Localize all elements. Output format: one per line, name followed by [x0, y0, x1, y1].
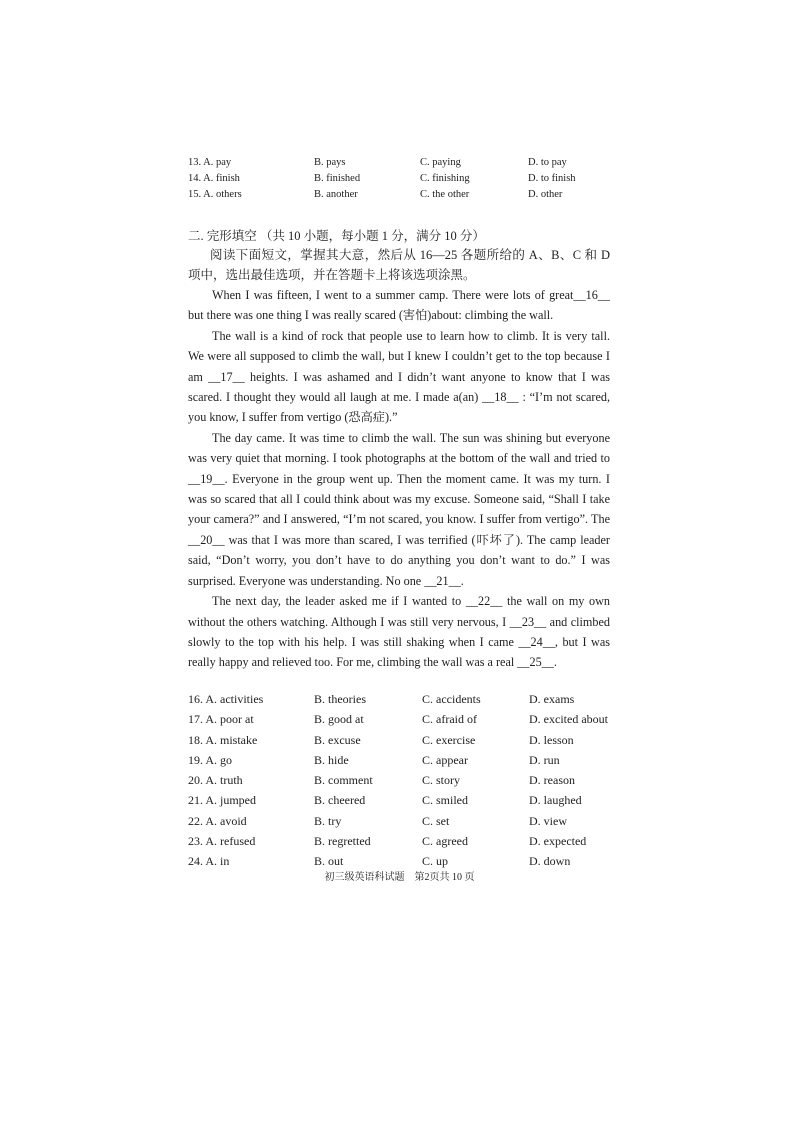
option-a: 18. A. mistake [188, 733, 258, 747]
option-c: C. finishing [420, 173, 470, 184]
option-c: C. up [422, 854, 449, 868]
option-c: C. afraid of [422, 712, 477, 726]
option-c: C. smiled [422, 793, 469, 807]
option-d: D. to finish [528, 173, 576, 184]
option-b: B. good at [314, 712, 364, 726]
option-d: D. to pay [528, 157, 567, 168]
passage-paragraph: When I was fifteen, I went to a summer camp. There were lots of great__16__ but there was one thing I was really scared (害怕)about: climbing the wall. [188, 288, 610, 323]
option-a: 15. A. others [188, 189, 242, 200]
option-b: B. pays [314, 157, 346, 168]
option-b: B. another [314, 189, 358, 200]
option-c: C. appear [422, 753, 468, 767]
section-instructions: 阅读下面短文，掌握其大意，然后从 16—25 各题所给的 A、B、C 和 D 项中，选出最佳选项，并在答题卡上将该选项涂黑。 [188, 248, 610, 282]
passage-paragraph: The wall is a kind of rock that people use to learn how to climb. It is very tall. We were all supposed to climb the wall, but I knew I couldn’t get to the top because I am __17__ heights. I was ashamed and I didn’t want anyone to know that I was scared. I thought they would all laugh at me. I made a(an) __18__ : “I’m not scared, you know, I suffer from vertigo (恐高症).” [188, 328, 610, 425]
option-a: 24. A. in [188, 854, 230, 868]
option-b: B. excuse [314, 733, 361, 747]
passage-paragraph: The day came. It was time to climb the wall. The sun was shining but everyone was very quiet that morning. I took photographs at the bottom of the wall and tried to __19__. Everyone in the group went up. Then the moment came. It was my turn. I was so scared that all I could think about was my excuse. Someone said, “Shall I take your camera?” and I answered, “I’m not scared, you know. I suffer from vertigo”. The __20__ was that I was more than scared, I was terrified (吓坏了). The camp leader said, “Don’t worry, you don’t have to do anything you don’t want to do.” I was surprised. Everyone was understanding. No one __21__. [188, 430, 610, 588]
option-a: 14. A. finish [188, 173, 240, 184]
option-b: B. finished [314, 173, 361, 184]
option-d: D. reason [529, 773, 575, 787]
option-b: B. out [314, 854, 344, 868]
option-d: D. down [529, 854, 571, 868]
option-c: C. agreed [422, 834, 468, 848]
option-d: D. run [529, 753, 560, 767]
option-a: 13. A. pay [188, 157, 232, 168]
option-d: D. excited about [529, 712, 608, 726]
option-c: C. exercise [422, 733, 476, 747]
option-a: 17. A. poor at [188, 712, 254, 726]
option-c: C. set [422, 814, 450, 828]
section-title: 二. 完形填空 （共 10 小题，每小题 1 分，满分 10 分） [188, 229, 485, 243]
option-c: C. paying [420, 157, 461, 168]
option-a: 21. A. jumped [188, 793, 256, 807]
option-a: 16. A. activities [188, 692, 264, 706]
option-d: D. expected [529, 834, 587, 848]
option-d: D. other [528, 189, 563, 200]
option-d: D. exams [529, 692, 575, 706]
option-b: B. comment [314, 773, 373, 787]
option-a: 23. A. refused [188, 834, 256, 848]
option-b: B. try [314, 814, 342, 828]
option-a: 19. A. go [188, 753, 233, 767]
option-d: D. laughed [529, 793, 582, 807]
option-a: 20. A. truth [188, 773, 243, 787]
option-c: C. the other [420, 189, 470, 200]
cloze-passage [188, 285, 610, 673]
passage-paragraph: The next day, the leader asked me if I wanted to __22__ the wall on my own without the others watching. Although I was still very nervous, I __23__ and climbed slowly to the top with his help. I was still shaking when I came __24__, but I was really happy and relieved too. For me, climbing the wall was a real __25__. [188, 594, 610, 670]
option-c: C. story [422, 773, 461, 787]
option-a: 22. A. avoid [188, 814, 247, 828]
option-d: D. lesson [529, 733, 574, 747]
option-b: B. regretted [314, 834, 371, 848]
option-d: D. view [529, 814, 567, 828]
page-footer: 初三级英语科试题 第2页共 10 页 [324, 872, 475, 883]
option-b: B. theories [314, 692, 366, 706]
option-b: B. hide [314, 753, 349, 767]
option-c: C. accidents [422, 692, 481, 706]
option-b: B. cheered [314, 793, 366, 807]
